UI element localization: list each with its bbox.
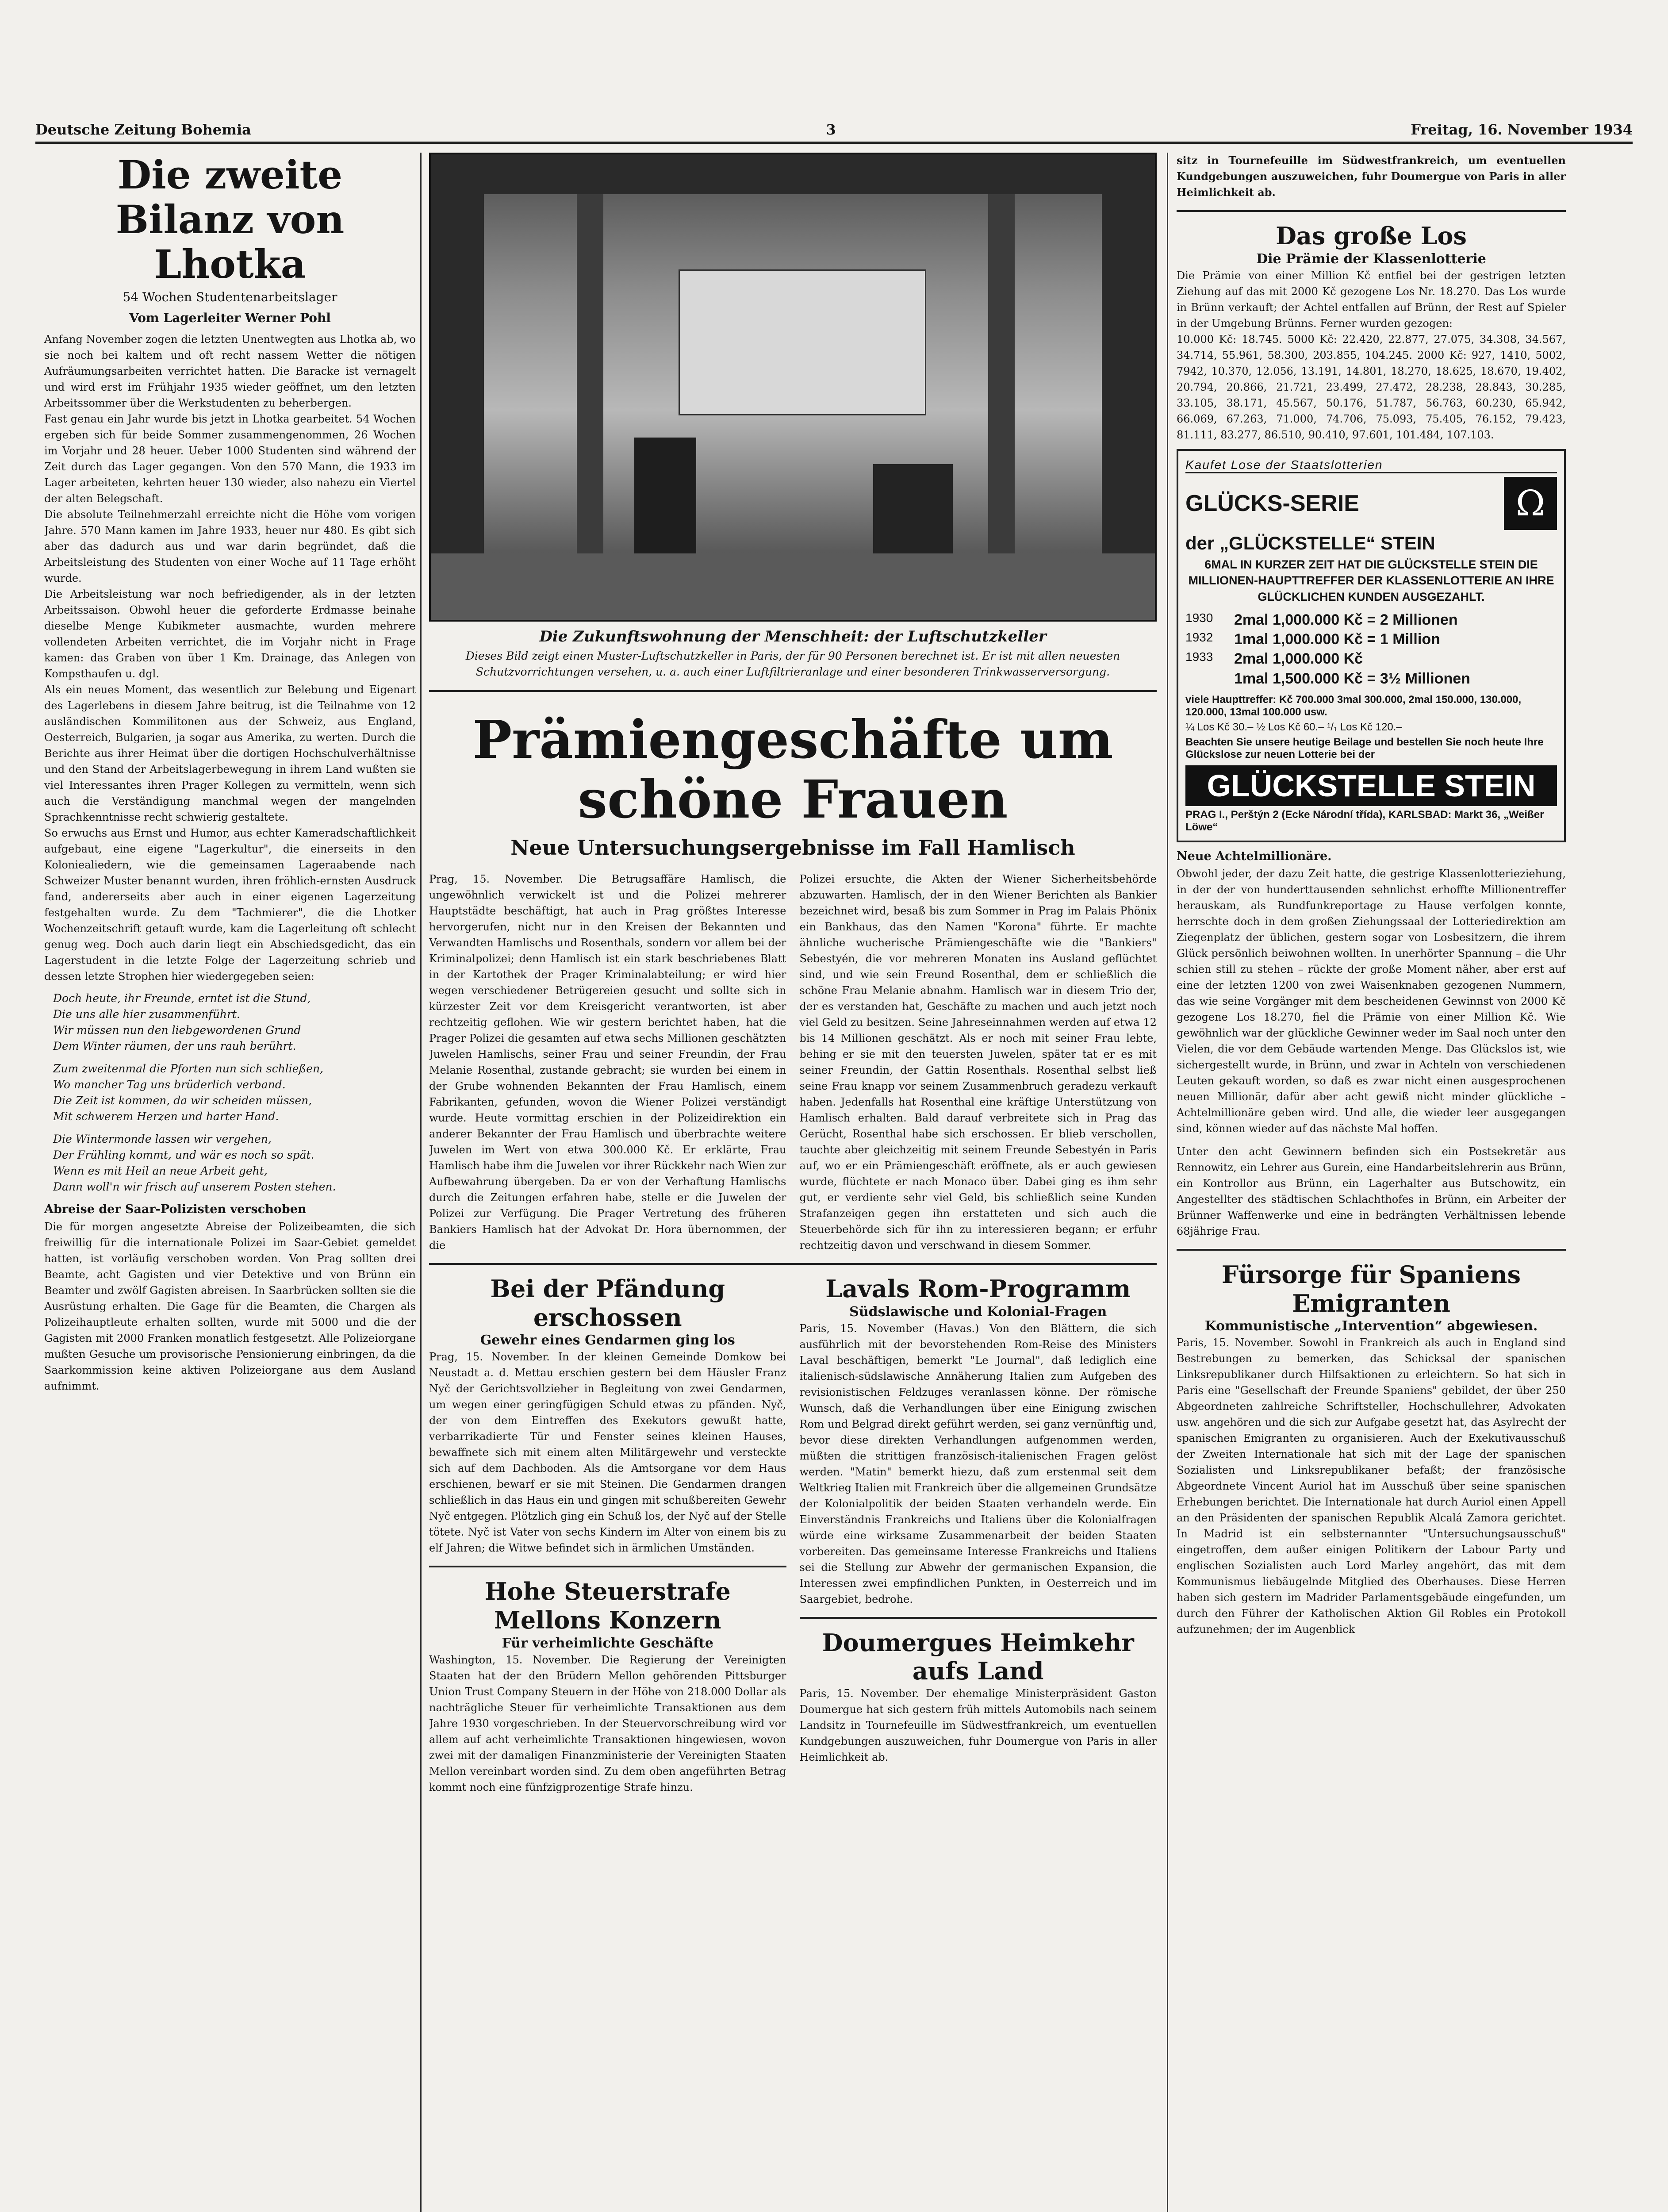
win-row: 1932 1mal 1,000.000 Kč = 1 Million	[1185, 630, 1440, 648]
right-column	[1177, 153, 1566, 2212]
column-rule	[1167, 153, 1168, 2212]
ad-more-wins: viele Haupttreffer: Kč 700.000 3mal 300.000, 2mal 150.000, 130.000, 120.000, 13mal 100.000 usw.	[1185, 693, 1522, 718]
ad-series: GLÜCKS-SERIE	[1185, 490, 1359, 516]
photo-wall	[431, 154, 484, 620]
article-subheadline: Kommunistische „Intervention“ abgewiesen.	[1204, 1318, 1538, 1334]
ad-top-line: Kaufet Lose der Staatslotterien	[1185, 458, 1557, 473]
column-rule	[420, 153, 422, 2212]
photo-back-wall	[679, 269, 926, 415]
paragraph: Prag, 15. November. In der kleinen Gemeinde Domkow bei Neustadt a. d. Mettau erschien gestern bei dem Häusler Franz Nyč der Gerichtsvollzieher in Begleitung von zwei Gendarmen, um wegen einer geringfügigen Schuld etwas zu pfänden. Nyč, der von dem Eintreffen des Exekutors gewußt hatte, verbarrikadierte Tür und Fenster seines kleinen Hauses, bewaffnete sich mit einem alten Militärgewehr und versteckte sich auf dem Dachboden. Als die Amtsorgane vor dem Haus erschienen, bewarf er sie mit Steinen. Die Gendarmen drangen schließlich in das Haus ein und gingen mit schußbereiten Gewehr Nyč entgegen. Plötzlich ging ein Schuß los, der Nyč auf der Stelle tötete. Nyč ist Vater von sechs Kindern im Alter von einem bis zu elf Jahren; die Witwe befindet sich in ärmlichen Umständen.	[429, 1351, 786, 1555]
lottery-numbers: 10.000 Kč: 18.745. 5000 Kč: 22.420, 22.877, 27.075, 34.308, 34.567, 34.714, 55.961, 58.300, 203.855, 104.245. 2000 Kč: 927, 1410, 5002, 7942, 10.370, 12.056, 13.191, 14.801, 18.270, 18.625, 18.670, 19.402, 20.794, 20.866, 21.721, 23.499, 27.472, 28.238, 28.843, 30.285, 33.105, 38.171, 45.567, 50.176, 51.787, 56.763, 60.230, 65.942, 66.069, 67.263, 71.000, 74.706, 75.093, 75.405, 76.152, 79.423, 81.111, 83.277, 86.510, 90.410, 97.601, 101.484, 107.103.	[1177, 333, 1566, 441]
ad-brand-line: der „GLÜCKSTELLE“ STEIN	[1185, 532, 1435, 553]
article-headline: Das große Los	[1276, 222, 1467, 250]
lower-articles	[429, 1275, 1157, 1795]
paragraph: Washington, 15. November. Die Regierung der Vereinigten Staaten hat der den Brüdern Mellon gehörenden Pittsburger Union Trust Company Steuern in der Höhe von 218.000 Dollar als nachträgliche Steuer für verheimlichte Transaktionen aus dem Jahre 1930 vorgeschrieben. In der Steuervorschreibung wird vor allem auf acht verheimlichte Transaktionen hingewiesen, wovon zwei mit der damaligen Finanzministerie der Vereinigten Staaten Mellon vereinbart worden sind. Zu dem oben angeführten Betrag kommt noch eine fünfzigprozentige Strafe hinzu.	[429, 1654, 786, 1794]
divider	[800, 1617, 1157, 1619]
win-row: 1930 2mal 1,000.000 Kč = 2 Millionen	[1185, 611, 1458, 629]
poem-stanza: Doch heute, ihr Freunde, erntet ist die Stund, Die uns alle hier zusammenführt. Wir müssen nun den liebgewordenen Grund Dem Winter räumen, der uns rauh berührt.	[53, 991, 311, 1053]
ad-prices: ¼ Los Kč 30.– ½ Los Kč 60.– ¹/₁ Los Kč 120.–	[1185, 721, 1402, 733]
article-subheadline: Gewehr eines Gendarmen ging los	[480, 1333, 735, 1348]
article-headline: Lavals Rom-Programm	[825, 1274, 1131, 1303]
article-headline: Bei der Pfändung erschossen	[490, 1274, 725, 1332]
paragraph: Obwohl jeder, der dazu Zeit hatte, die gestrige Klassenlotterieziehung, in der der von hunderttausenden sehnlichst erhoffte Millionentreffer herauskam, als Rundfunkreportage zu Hause verfolgen konnte, herrschte doch in dem großen Ziehungssaal der Lotteriedirektion am Ziegenplatz der üblichen, gestern sogar von Losbesitzern, die ihrem Glück persönlich beiwohnen wollten. In unerhörter Spannung – die Uhr schien still zu stehen – rückte der große Moment näher, aber erst auf eine der letzten 1200 von zwei Waisenknaben gezogenen Nummern, das wie seine Vorgänger mit dem bescheidenen Gewinnst von 2000 Kč gezogene Los 18.270, fiel die Prämie von einer Million Kč. Wie gewöhnlich war der glückliche Gewinner weder im Saal noch unter den Vielen, die vor dem Gebäude wartenden Menge. Das Glückslos ist, wie sichergestellt wurde, in Brünn, und zwar in Achteln von verschiedenen Leuten gekauft worden, so daß es zwar nicht einen ausgesprochenen neuen Millionär, dafür aber acht gewiß nicht minder glückliche – Achtelmillionäre geben wird. Und alle, die wieder leer ausgegangen sind, können wieder auf das nächste Mal hoffen.	[1177, 867, 1566, 1135]
section-subhead: Abreise der Saar-Polizisten verschoben	[44, 1202, 307, 1216]
middle-section	[429, 153, 1157, 2212]
poem-stanza: Zum zweitenmal die Pforten nun sich schließen, Wo mancher Tag uns brüderlich verband. Die Zeit ist kommen, da wir scheiden müssen, Mit schwerem Herzen und harter Hand.	[53, 1062, 324, 1123]
win-row: 1933 2mal 1,000.000 Kč	[1185, 650, 1363, 668]
divider	[429, 1566, 786, 1567]
page-number: 3	[826, 121, 836, 138]
article-byline: Vom Lagerleiter Werner Pohl	[129, 310, 331, 325]
divider	[1177, 1249, 1566, 1251]
article-subheadline: Südslawische und Kolonial-Fragen	[849, 1304, 1107, 1320]
paragraph: Die absolute Teilnehmerzahl erreichte nicht die Höhe vom vorigen Jahre. 570 Mann kamen im Jahre 1933, heuer nur 480. Es gibt sich aber das dadurch aus und war darin begründet, daß die Arbeitsleistung des Studenten von einer Woche auf 11 Tage erhöht wurde.	[44, 508, 416, 584]
paragraph: Als ein neues Moment, das wesentlich zur Belebung und Eigenart des Lagerlebens in diesem Jahre beitrug, ist die Teilnahme von 12 ausländischen Kommilitonen aus der Schweiz, aus England, Oesterreich, Bulgarien, ja sogar aus Amerika, zu werten. Durch die Berichte aus ihrer Heimat über die dortigen Hochschulverhältnisse und den Stand der Arbeitslagerbewegung in ihrem Land wußten sie viel Interessantes ihren Prager Kollegen zu vermitteln, wenn sich auch die Verständigung manchmal wegen der mangelnden Sprachkenntnisse recht schwierig gestaltete.	[44, 683, 416, 823]
page-header	[35, 113, 1633, 144]
photo-wall	[1102, 154, 1155, 620]
divider	[429, 690, 1157, 692]
article-headline: Fürsorge für Spaniens Emigranten	[1221, 1260, 1521, 1317]
divider	[1177, 210, 1566, 212]
main-subheadline: Neue Untersuchungsergebnisse im Fall Hamlisch	[510, 835, 1075, 860]
paragraph: Paris, 15. November. Sowohl in Frankreich als auch in England sind Bestrebungen zu bemerken, das Schicksal der spanischen Linksrepublikaner durch Hilfsaktionen zu erleichtern. So hat sich in Paris eine "Gesellschaft der Freunde Spaniens" gebildet, der über 250 Abgeordneten zahlreiche Schriftsteller, Hochschullehrer, Advokaten usw. angehören und die sich zur Aufgabe gesetzt hat, das Asylrecht der spanischen Emigranten zu organisieren. Auch der Exekutivausschuß der Zweiten Internationale hat sich mit der Lage der spanischen Sozialisten und Linksrepublikaner befaßt; der französische Abgeordnete Vincent Auriol hat im Ausschuß über seine spanischen Erhebungen berichtet. Die Internationale hat durch Auriol einen Appell an den Präsidenten der spanischen Republik Alcalá Zamora gerichtet. In Madrid ist ein selbsternannter "Untersuchungsausschuß" eingetroffen, dem außer einigen Politikern der Labour Party und englischen Sozialisten auch Lord Marley angehört, das mit dem Kommunismus liebäugelnde Mitglied des Oberhauses. Diese Herren haben sich gestern im Madrider Parlamentsgebäude eingefunden, um durch den Führer der Katholischen Aktion Gil Robles ein Protokoll aufzunehmen; der im Augenblick	[1177, 1336, 1566, 1636]
photo-floor	[431, 553, 1155, 620]
ad-wins-list	[1185, 610, 1557, 688]
paragraph: Anfang November zogen die letzten Unentwegten aus Lhotka ab, wo sie noch bei kaltem und oft recht nassem Wetter die nötigen Aufräumungsarbeiten verrichtet hatten. Die Baracke ist vernagelt und wird erst im Frühjahr 1935 wieder geöffnet, um den letzten Arbeitssommer über die Werkstudenten zu beherbergen.	[44, 333, 416, 409]
paragraph: sitz in Tournefeuille im Südwestfrankreich, um eventuellen Kundgebungen auszuweichen, fuhr Doumergue von Paris in aller Heimlichkeit ab.	[1177, 154, 1566, 199]
section-subhead: Neue Achtelmillionäre.	[1177, 849, 1332, 863]
ad-claim: 6MAL IN KURZER ZEIT HAT DIE GLÜCKSTELLE STEIN DIE MILLIONEN-HAUPTTREFFER DER KLASSENLOTTERIE AN IHRE GLÜCKLICHEN KUNDEN AUSGEZAHLT.	[1188, 557, 1554, 603]
paragraph: Fast genau ein Jahr wurde bis jetzt in Lhotka gearbeitet. 54 Wochen ergeben sich für beide Sommer zusammengenommen, 26 Wochen im Vorjahr und 28 heuer. Ueber 1000 Studenten sind während der Zeit durch das Lager gegangen. Von den 570 Mann, die 1933 im Lager arbeiteten, kehrten heuer 130 wieder, also nahezu ein Viertel der alten Belegschaft.	[44, 412, 416, 505]
article-subheadline: Für verheimlichte Geschäfte	[502, 1636, 713, 1651]
article-title: Die zweite Bilanz von Lhotka	[115, 153, 345, 288]
poem-stanza: Die Wintermonde lassen wir vergehen, Der Frühling kommt, und wär es noch so spät. Wenn es mit Heil an neue Arbeit geht, Dann woll'n wir frisch auf unserem Posten stehen.	[53, 1132, 336, 1194]
main-headline: Prämiengeschäfte um schöne Frauen	[472, 708, 1113, 830]
paragraph: Die Arbeitsleistung war noch befriedigender, als in der letzten Arbeitssaison. Obwohl heuer die geforderte Erdmasse beinahe dieselbe Menge Kubikmeter ausmachte, wurden mehrere vollendeten Arbeiten verrichtet, die im Vorjahr nicht in Frage kamen: das Graben von über 1 Km. Drainage, das Anlegen von Kompsthaufen u. dgl.	[44, 588, 416, 680]
paragraph: Paris, 15. November (Havas.) Von den Blättern, die sich ausführlich mit der bevorstehenden Rom-Reise des Ministers Laval beschäftigen, bemerkt "Le Journal", daß lediglich eine italienisch-südslawische Annäherung Italien zum Aufgeben des revisionistischen Feldzuges veranlassen könne. Der römische Wunsch, daß die Verhandlungen über eine Einigung zwischen Rom und Belgrad direkt geführt werden, sei ganz vernünftig und, bevor diese direkten Verhandlungen aufgenommen werden, müßten die strittigen französisch-italienischen Fragen gelöst werden. "Matin" bemerkt hiezu, daß zum erstenmal seit dem Weltkrieg Italien mit Frankreich über die allgemeinen Grundsätze der Kolonialpolitik der beiden Staaten verhandeln werde. Ein Einverständnis Frankreichs und Italiens über die Kolonialfragen würde eine wirksame Zusammenarbeit der beiden Staaten vorbereiten. Das gemeinsame Interesse Frankreichs und Italiens sei die Stellung zur Abwehr der germanischen Expansion, die Interessen zwei empfindlichen Punkten, in Oesterreich und im Saargebiet, bedrohe.	[799, 1322, 1157, 1605]
ad-hint: Beachten Sie unsere heutige Beilage und bestellen Sie noch heute Ihre Glückslose zur neuen Lotterie bei der	[1185, 736, 1544, 760]
photo-ceiling	[431, 154, 1155, 194]
article-headline: Hohe Steuerstrafe Mellons Konzern	[484, 1577, 731, 1635]
article-subtitle: 54 Wochen Studentenarbeitslager	[123, 289, 337, 304]
paragraph: Paris, 15. November. Der ehemalige Ministerpräsident Gaston Doumergue hat sich gestern früh mittels Automobils nach seinem Landsitz in Tournefeuille im Südwestfrankreich, um eventuellen Kundgebungen auszuweichen, fuhr Doumergue von Paris in aller Heimlichkeit ab.	[799, 1687, 1157, 1764]
shelter-photo	[429, 153, 1157, 622]
paragraph: Prag, 15. November. Die Betrugsaffäre Hamlisch, die ungewöhnlich verwickelt ist und die Polizei mehrerer Hauptstädte beschäftigt, hat auch in Prag größtes Interesse hervorgerufen, nicht nur in den Kreisen der Bekannten und Verwandten Hamlischs und Rosenthals, sondern vor allem bei der Kriminalpolizei; denn Hamlisch ist ein stark beschriebenes Blatt in der Kartothek der Prager Kriminalabteilung; er wird hier wegen verschiedener Betrügereien gesucht und sollte sich in kürzester Zeit vor dem Kreisgericht verantworten, ist aber rechtzeitig geflohen. Wie wir gestern berichtet haben, hat die Prager Polizei die gesamten auf etwa sechs Millionen geschätzten Juwelen Hamlischs, seiner Frau und seiner Freundin, der Frau Melanie Rosenthal, zustande gebracht; sie wurden bei einem in der Grube wohnenden Bekannten der Frau Hamlisch, einem Fabrikanten, gefunden, wovon die Wiener Polizei verständigt wurde. Heute vormittag erschien in der Polizeidirektion ein anderer Bekannter der Frau Hamlisch und überbrachte weitere Juwelen im Wert von etwa 300.000 Kč. Er erklärte, Frau Hamlisch habe ihm die Juwelen vor ihrer Rückkehr nach Wien zur Aufbewahrung übergeben. Da er von der Verhaftung Hamlischs durch die Zeitungen erfahren habe, stelle er die Juwelen der Polizei zur Verfügung. Die Prager Vertretung des früheren Bankiers Hamlisch hat der Advokat Dr. Hora übernommen, der die	[429, 872, 786, 1252]
horseshoe-icon: Ω	[1504, 477, 1557, 530]
paragraph: Die für morgen angesetzte Abreise der Polizeibeamten, die sich freiwillig für die internationale Polizei im Saar-Gebiet gemeldet hatten, ist vorläufig verschoben worden. Von Prag sollten drei Beamte, acht Gagisten und vier Detektive und von Brünn ein Beamter und zwölf Gagisten abreisen. In Saarbrücken sollten sie die Ausrüstung erhalten. Die Gage für die Beamten, die Chargen als Polizeihauptleute erhalten sollten, wurde mit 5000 und die der Gagisten mit 2000 Franken monatlich festgesetzt. Alle Polizeiorgane mußten Gesuche um provisorische Pensionierung einbringen, da die Saarkommission keine aktiven Polizeiorgane aus dem Ausland aufnimmt.	[44, 1220, 416, 1392]
ad-address: PRAG I., Perštýn 2 (Ecke Národní třída), KARLSBAD: Markt 36, „Weißer Löwe“	[1185, 808, 1544, 833]
photo-caption-title: Die Zukunftswohnung der Menschheit: der Luftschutzkeller	[539, 628, 1047, 645]
ad-brand-band: GLÜCKSTELLE STEIN	[1185, 765, 1557, 806]
photo-caption-text: Dieses Bild zeigt einen Muster-Luftschutzkeller in Paris, der für 90 Personen berechnet ist. Er ist mit allen neuesten Schutzvorrichtungen versehen, u. a. auch einer Luftfiltrieranlage und einer besonderen Trinkwasserversorgung.	[465, 649, 1120, 679]
article-headline: Doumergues Heimkehr aufs Land	[822, 1628, 1134, 1686]
win-row: 1mal 1,500.000 Kč = 3½ Millionen	[1234, 670, 1470, 687]
article-column-lhotka	[44, 153, 416, 2212]
paragraph: Unter den acht Gewinnern befinden sich ein Postsekretär aus Rennowitz, ein Lehrer aus Gurein, eine Handarbeitslehrerin aus Brünn, ein Kontrollor aus Brünn, ein Lagerhalter aus Butschowitz, ein Angestellter des städtischen Schlachthofes in Brünn, ein Arbeiter der Brünner Waffenwerke und eine in bedrängten Verhältnissen lebende 68jährige Frau.	[1177, 1145, 1566, 1237]
lottery-advertisement	[1177, 449, 1566, 842]
paragraph: So erwuchs aus Ernst und Humor, aus echter Kameradschaftlichkeit aufgebaut, eine eigene "Lagerkultur", die einerseits in den Koloniealiedern, wie die gemeinsamen Lageraabende nach Schweizer Muster benannt wurden, ihren fröhlich-ernsten Ausdruck fand, andererseits aber auch in einer eigenen Lagerzeitung festgehalten wurde. Zu dem "Tachmierer", die die Lhotker Wochenzeitschrift getauft wurde, kam die Lagerleitung oft schlecht genug weg. Doch auch darin liegt ein Abschiedsgedicht, das ein Lagerstudent in die letzte Folge der Lagerzeitung schrieb und dessen letzte Strophen hier wiedergegeben seien:	[44, 826, 416, 983]
paragraph: Polizei ersuchte, die Akten der Wiener Sicherheitsbehörde abzuwarten. Hamlisch, der in den Wiener Berichten als Bankier bezeichnet wird, besaß bis zum Sommer in Prag im Palais Phönix ein Bankhaus, das den Namen "Korona" führte. Er machte ähnliche wucherische Prämiengeschäfte wie die "Bankiers" Sebestyén, die vor mehreren Monaten ins Ausland geflüchtet sind, und wie sein Freund Rosenthal, dem er schließlich die schöne Frau Melanie abnahm. Hamlisch war in diesem Trio der, der es verstanden hat, Geschäfte zu machen und auch jetzt noch viel Geld zu besitzen. Seine Jahreseinnahmen werden auf etwa 12 bis 14 Millionen geschätzt. Als er noch mit seiner Frau lebte, behing er sie mit den teuersten Juwelen, später tat er es mit seiner Freundin, der Gattin Rosenthals. Rosenthal selbst ließ seine Frau knapp vor seinem Zusammenbruch geradezu verkauft haben. Jedenfalls hat Rosenthal eine kräftige Unterstützung von Hamlisch erhalten. Bald darauf verbreitete sich in Prag das Gerücht, Rosenthal habe sich erschossen. Er blieb verschollen, tauchte aber gleichzeitig mit seinem Freunde Sebestyén in Paris auf, wo er ein Prämiengeschäft eröffnete, als er auch gewiesen wurde, flüchtete er nach Monaco über. Dabei ging es ihm sehr gut, er verdiente sehr viel Geld, bis schließlich seine Kunden Strafanzeigen gegen ihn erstatteten und sich auch die Steuerbehörde sich für ihn zu interessieren begann; er erfuhr rechtzeitig davon und verschwand in diesem Sommer.	[799, 872, 1157, 1252]
divider	[429, 1263, 1157, 1265]
issue-date: Freitag, 16. November 1934	[1411, 121, 1633, 138]
article-subheadline: Die Prämie der Klassenlotterie	[1256, 251, 1486, 267]
main-article-body	[429, 871, 1157, 1253]
paper-name: Deutsche Zeitung Bohemia	[35, 121, 251, 138]
paragraph: Die Prämie von einer Million Kč entfiel bei der gestrigen letzten Ziehung auf das mit 2000 Kč gezogene Los Nr. 18.270. Das Los wurde in Brünn verkauft; der Achtel entfallen auf Brünn, der Rest auf Spieler in der Umgebung Brünns. Ferner wurden gezogen:	[1177, 269, 1566, 330]
